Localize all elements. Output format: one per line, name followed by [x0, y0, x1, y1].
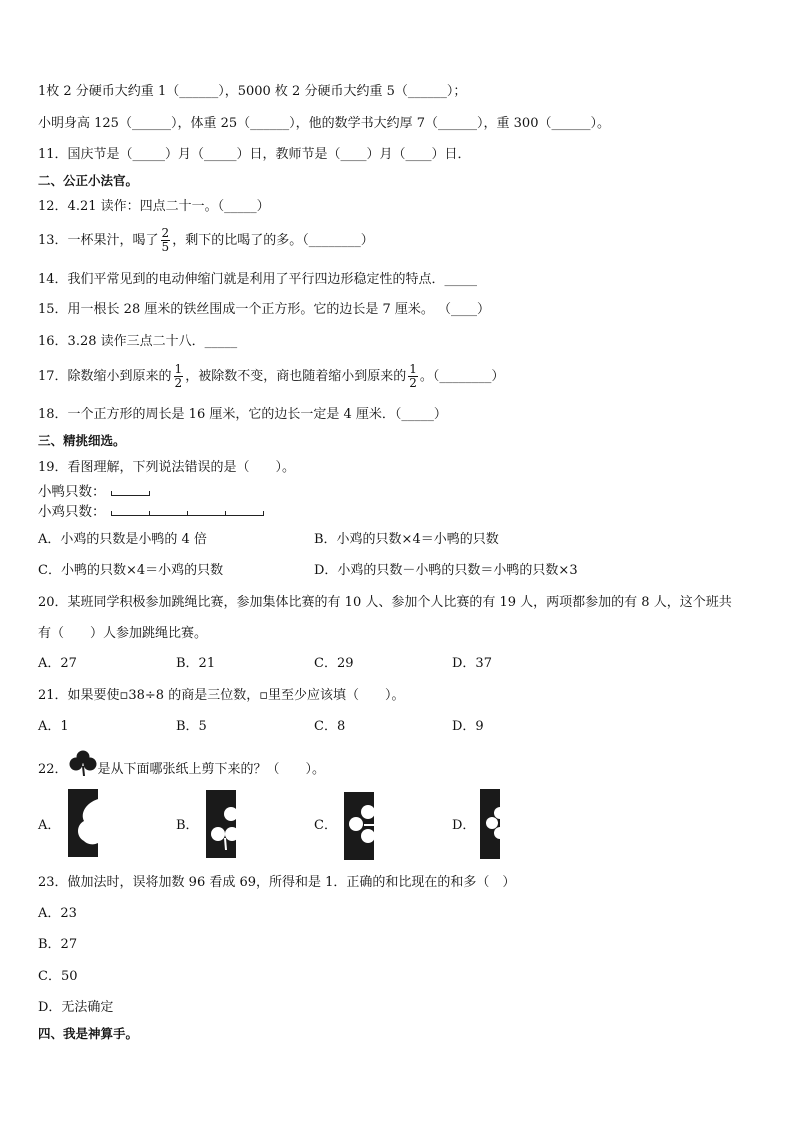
q23-option-b: B．27 — [38, 937, 78, 952]
question-15: 15．用一根长 28 厘米的铁丝围成一个正方形。它的边长是 7 厘米。 （____） — [38, 302, 491, 317]
q21-option-c: C．8 — [314, 719, 346, 734]
q23-option-d: D．无法确定 — [38, 1000, 114, 1015]
cut-paper-a — [66, 789, 100, 857]
bar-tick — [149, 491, 150, 496]
q20-option-d: D．37 — [452, 656, 492, 671]
question-13 — [38, 222, 374, 260]
fraction-numerator: 1 — [174, 362, 183, 376]
question-12: 12．4.21 读作：四点二十一。（_____） — [38, 199, 270, 214]
question-17 — [38, 358, 504, 396]
q23-option-a: A．23 — [38, 906, 77, 921]
chick-bar — [111, 508, 264, 516]
question-13-text-b: ，剩下的比喝了的多。（________） — [172, 233, 374, 248]
section-4-heading: 四、我是神算手。 — [38, 1026, 139, 1041]
q19-option-b: B．小鸡的只数×4＝小鸭的只数 — [314, 532, 499, 547]
question-16: 16．3.28 读作三点二十八．_____ — [38, 334, 238, 349]
question-14: 14．我们平常见到的电动伸缩门就是利用了平行四边形稳定性的特点．_____ — [38, 272, 478, 287]
question-19: 19．看图理解，下列说法错误的是（ ）。 — [38, 460, 296, 475]
clover-icon — [68, 749, 98, 777]
cut-paper-d — [478, 789, 502, 859]
q19-option-d: D．小鸡的只数－小鸭的只数＝小鸭的只数×3 — [314, 563, 578, 578]
duck-count-label: 小鸭只数： — [38, 484, 106, 500]
bar-tick — [225, 511, 226, 516]
fraction-denominator: 2 — [174, 376, 183, 390]
q22-option-d: D． — [452, 818, 476, 833]
fraction-half — [174, 363, 184, 390]
fraction-numerator: 1 — [409, 362, 417, 376]
q20-option-c: C．29 — [314, 656, 354, 671]
fraction-two-fifths — [161, 227, 171, 254]
bar-tick — [111, 491, 112, 496]
question-11: 11．国庆节是（_____）月（_____）日，教师节是（____）月（____）日． — [38, 147, 471, 162]
q19-option-a: A．小鸡的只数是小鸭的 4 倍 — [38, 532, 207, 547]
q23-option-c: C．50 — [38, 969, 78, 984]
question-17-text-c: 。（________） — [419, 369, 505, 384]
question-22-text: 是从下面哪张纸上剪下来的？（ ）。 — [97, 762, 326, 777]
question-18: 18．一个正方形的周长是 16 厘米，它的边长一定是 4 厘米．（_____） — [38, 407, 447, 422]
q21-option-a: A．1 — [38, 719, 69, 734]
cut-paper-b — [204, 790, 238, 858]
q19-option-c: C．小鸭的只数×4＝小鸡的只数 — [38, 563, 224, 578]
q20-option-a: A．27 — [38, 656, 77, 671]
question-17-text-b: ，被除数不变，商也随着缩小到原来的 — [185, 369, 407, 384]
q20-option-b: B．21 — [176, 656, 216, 671]
fraction-denominator: 5 — [161, 240, 170, 254]
bar-tick — [149, 511, 150, 516]
chick-count-label: 小鸡只数： — [38, 504, 106, 520]
question-21: 21．如果要使▫38÷8 的商是三位数，▫里至少应该填（ ）。 — [38, 688, 405, 703]
fill-line-coin: 1枚 2 分硬币大约重 1（______），5000 枚 2 分硬币大约重 5（______）； — [38, 84, 467, 99]
bar-tick — [263, 511, 264, 516]
question-22-number: 22． — [38, 762, 68, 777]
q21-option-b: B．5 — [176, 719, 207, 734]
section-3-heading: 三、精挑细选。 — [38, 433, 126, 448]
q22-option-c: C． — [314, 818, 337, 833]
section-2-heading: 二、公正小法官。 — [38, 173, 139, 188]
q21-option-d: D．9 — [452, 719, 484, 734]
fill-line-xiaoming: 小明身高 125（______），体重 25（______），他的数学书大约厚 7（______），重 300（______）。 — [38, 116, 610, 131]
fraction-half — [408, 363, 418, 390]
q22-option-b: B． — [176, 818, 199, 833]
question-17-text-a: 17．除数缩小到原来的 — [38, 369, 172, 384]
bar-tick — [111, 511, 112, 516]
fraction-numerator: 2 — [161, 226, 170, 240]
bar-tick — [187, 511, 188, 516]
question-13-text-a: 13．一杯果汁，喝了 — [38, 233, 159, 248]
fraction-denominator: 2 — [409, 376, 417, 390]
question-20-line-1: 20．某班同学积极参加跳绳比赛，参加集体比赛的有 10 人、参加个人比赛的有 19 人，两项都参加的有 8 人，这个班共 — [38, 595, 732, 610]
question-20-line-2: 有（ ）人参加跳绳比赛。 — [38, 626, 208, 641]
duck-bar — [111, 488, 150, 496]
q22-option-a: A． — [38, 818, 61, 833]
cut-paper-c — [342, 790, 376, 860]
question-23: 23．做加法时，误将加数 96 看成 69，所得和是 1．正确的和比现在的和多（ ） — [38, 875, 516, 890]
